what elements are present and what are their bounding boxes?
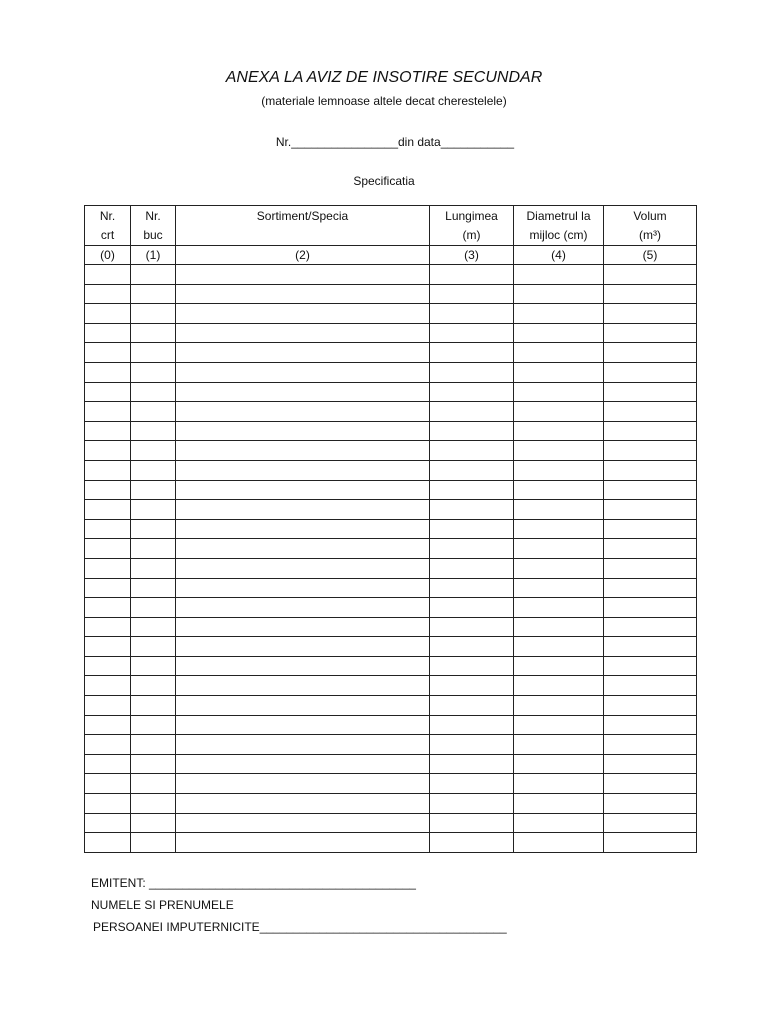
table-cell	[514, 656, 604, 676]
table-cell	[131, 304, 176, 324]
table-cell	[604, 402, 697, 422]
table-cell	[514, 754, 604, 774]
table-cell	[514, 637, 604, 657]
table-row	[85, 637, 697, 657]
table-row	[85, 735, 697, 755]
column-number: (1)	[131, 246, 176, 265]
table-cell	[131, 460, 176, 480]
table-cell	[604, 774, 697, 794]
table-row	[85, 794, 697, 814]
table-cell	[514, 382, 604, 402]
table-cell	[131, 696, 176, 716]
table-cell	[430, 558, 514, 578]
column-number: (2)	[176, 246, 430, 265]
table-cell	[131, 558, 176, 578]
table-cell	[430, 676, 514, 696]
table-cell	[176, 754, 430, 774]
table-cell	[604, 735, 697, 755]
table-cell	[176, 284, 430, 304]
table-cell	[131, 833, 176, 853]
table-cell	[514, 441, 604, 461]
table-cell	[85, 813, 131, 833]
table-row	[85, 304, 697, 324]
table-cell	[430, 539, 514, 559]
table-cell	[85, 421, 131, 441]
table-cell	[176, 362, 430, 382]
table-cell	[85, 539, 131, 559]
table-cell	[430, 578, 514, 598]
table-cell	[430, 754, 514, 774]
table-cell	[85, 323, 131, 343]
table-cell	[514, 402, 604, 422]
table-cell	[85, 265, 131, 285]
table-cell	[430, 774, 514, 794]
table-cell	[131, 284, 176, 304]
table-cell	[514, 617, 604, 637]
table-cell	[176, 304, 430, 324]
table-cell	[604, 794, 697, 814]
table-cell	[176, 617, 430, 637]
table-cell	[430, 421, 514, 441]
table-row	[85, 343, 697, 363]
table-cell	[430, 284, 514, 304]
table-cell	[131, 343, 176, 363]
table-cell	[131, 794, 176, 814]
table-cell	[131, 715, 176, 735]
table-cell	[604, 676, 697, 696]
table-cell	[176, 539, 430, 559]
table-cell	[176, 656, 430, 676]
table-cell	[176, 558, 430, 578]
table-cell	[131, 519, 176, 539]
table-row	[85, 578, 697, 598]
table-cell	[131, 617, 176, 637]
table-cell	[176, 735, 430, 755]
table-cell	[85, 598, 131, 618]
table-cell	[176, 578, 430, 598]
table-cell	[430, 656, 514, 676]
table-cell	[176, 323, 430, 343]
table-cell	[176, 598, 430, 618]
table-row	[85, 323, 697, 343]
table-cell	[430, 460, 514, 480]
table-cell	[131, 735, 176, 755]
table-cell	[131, 774, 176, 794]
table-cell	[430, 323, 514, 343]
document-title: ANEXA LA AVIZ DE INSOTIRE SECUNDAR	[225, 69, 543, 86]
table-row	[85, 441, 697, 461]
header-volum: Volum (m³)	[604, 206, 697, 246]
table-cell	[514, 539, 604, 559]
table-cell	[176, 421, 430, 441]
table-row	[85, 696, 697, 716]
table-cell	[604, 304, 697, 324]
name-label: NUMELE SI PRENUMELE	[91, 898, 234, 912]
header-lungimea: Lungimea (m)	[430, 206, 514, 246]
table-cell	[514, 696, 604, 716]
column-number-row	[85, 246, 697, 265]
table-cell	[604, 519, 697, 539]
table-cell	[604, 578, 697, 598]
table-cell	[514, 284, 604, 304]
table-cell	[176, 715, 430, 735]
table-row	[85, 500, 697, 520]
table-cell	[176, 637, 430, 657]
table-cell	[514, 715, 604, 735]
table-cell	[131, 441, 176, 461]
table-cell	[514, 833, 604, 853]
table-cell	[430, 735, 514, 755]
table-cell	[131, 265, 176, 285]
table-header-row	[85, 206, 697, 246]
table-cell	[176, 441, 430, 461]
table-cell	[604, 754, 697, 774]
table-cell	[131, 382, 176, 402]
table-cell	[176, 402, 430, 422]
specification-table	[84, 205, 697, 853]
table-cell	[514, 460, 604, 480]
table-cell	[85, 362, 131, 382]
table-cell	[430, 598, 514, 618]
table-cell	[604, 813, 697, 833]
table-cell	[85, 284, 131, 304]
table-cell	[604, 715, 697, 735]
table-cell	[604, 441, 697, 461]
table-cell	[430, 343, 514, 363]
table-row	[85, 382, 697, 402]
table-cell	[514, 265, 604, 285]
table-cell	[85, 735, 131, 755]
column-number: (3)	[430, 246, 514, 265]
table-cell	[604, 598, 697, 618]
table-cell	[604, 284, 697, 304]
table-cell	[131, 362, 176, 382]
column-number: (4)	[514, 246, 604, 265]
table-cell	[514, 421, 604, 441]
table-cell	[430, 617, 514, 637]
table-cell	[176, 460, 430, 480]
table-cell	[604, 460, 697, 480]
table-cell	[85, 519, 131, 539]
table-row	[85, 402, 697, 422]
table-row	[85, 774, 697, 794]
table-cell	[514, 813, 604, 833]
table-cell	[85, 637, 131, 657]
table-body	[85, 265, 697, 853]
table-row	[85, 480, 697, 500]
table-cell	[131, 578, 176, 598]
table-cell	[85, 500, 131, 520]
emitent-line: EMITENT: ________________________________________	[91, 876, 416, 890]
table-cell	[514, 480, 604, 500]
column-number: (5)	[604, 246, 697, 265]
table-cell	[131, 598, 176, 618]
table-row	[85, 460, 697, 480]
table-cell	[604, 421, 697, 441]
table-row	[85, 676, 697, 696]
table-cell	[604, 265, 697, 285]
table-cell	[430, 402, 514, 422]
table-cell	[85, 382, 131, 402]
table-cell	[131, 421, 176, 441]
table-cell	[430, 833, 514, 853]
table-cell	[176, 833, 430, 853]
table-row	[85, 656, 697, 676]
table-cell	[604, 382, 697, 402]
table-cell	[85, 696, 131, 716]
table-cell	[604, 500, 697, 520]
table-cell	[604, 558, 697, 578]
table-cell	[85, 676, 131, 696]
table-cell	[514, 774, 604, 794]
table-cell	[604, 696, 697, 716]
table-cell	[131, 500, 176, 520]
table-cell	[131, 323, 176, 343]
table-cell	[604, 617, 697, 637]
table-cell	[604, 656, 697, 676]
table-row	[85, 833, 697, 853]
table-cell	[85, 754, 131, 774]
table-cell	[430, 362, 514, 382]
table-cell	[514, 304, 604, 324]
table-cell	[604, 480, 697, 500]
table-cell	[430, 304, 514, 324]
table-cell	[430, 715, 514, 735]
table-cell	[514, 794, 604, 814]
table-row	[85, 539, 697, 559]
table-cell	[430, 382, 514, 402]
table-cell	[604, 539, 697, 559]
table-cell	[176, 265, 430, 285]
table-cell	[131, 656, 176, 676]
table-cell	[85, 480, 131, 500]
table-row	[85, 558, 697, 578]
table-cell	[131, 402, 176, 422]
table-row	[85, 617, 697, 637]
table-cell	[514, 598, 604, 618]
table-cell	[514, 343, 604, 363]
table-cell	[85, 304, 131, 324]
authorized-person-line: PERSOANEI IMPUTERNICITE_____________________________________	[93, 920, 507, 934]
table-cell	[514, 676, 604, 696]
table-cell	[514, 558, 604, 578]
table-cell	[176, 696, 430, 716]
table-cell	[176, 480, 430, 500]
table-cell	[430, 696, 514, 716]
table-cell	[176, 794, 430, 814]
table-cell	[604, 833, 697, 853]
table-cell	[131, 539, 176, 559]
table-cell	[85, 715, 131, 735]
table-row	[85, 598, 697, 618]
table-cell	[85, 343, 131, 363]
table-row	[85, 284, 697, 304]
header-nr-crt: Nr. crt	[85, 206, 131, 246]
table-cell	[604, 362, 697, 382]
table-cell	[85, 774, 131, 794]
table-cell	[430, 519, 514, 539]
table-cell	[514, 362, 604, 382]
table-cell	[604, 343, 697, 363]
table-cell	[430, 637, 514, 657]
table-cell	[85, 794, 131, 814]
table-cell	[430, 480, 514, 500]
number-date-line: Nr.________________din data___________	[275, 135, 515, 149]
table-cell	[131, 813, 176, 833]
table-cell	[131, 676, 176, 696]
table-row	[85, 519, 697, 539]
document-subtitle: (materiale lemnoase altele decat cherestelele)	[261, 94, 507, 108]
table-cell	[131, 637, 176, 657]
table-cell	[604, 637, 697, 657]
table-cell	[514, 323, 604, 343]
table-row	[85, 754, 697, 774]
table-cell	[131, 480, 176, 500]
table-cell	[430, 441, 514, 461]
table-cell	[85, 558, 131, 578]
table-cell	[85, 460, 131, 480]
table-cell	[85, 441, 131, 461]
table-cell	[430, 813, 514, 833]
table-cell	[85, 833, 131, 853]
table-cell	[85, 402, 131, 422]
table-row	[85, 265, 697, 285]
table-cell	[514, 578, 604, 598]
table-cell	[85, 578, 131, 598]
table-cell	[604, 323, 697, 343]
header-diametrul: Diametrul la mijloc (cm)	[514, 206, 604, 246]
table-cell	[514, 735, 604, 755]
table-cell	[176, 774, 430, 794]
table-cell	[430, 500, 514, 520]
table-row	[85, 362, 697, 382]
header-sortiment: Sortiment/Specia	[176, 206, 430, 246]
table-row	[85, 715, 697, 735]
table-cell	[131, 754, 176, 774]
table-cell	[176, 813, 430, 833]
table-cell	[176, 676, 430, 696]
table-cell	[176, 519, 430, 539]
table-cell	[176, 500, 430, 520]
table-cell	[514, 519, 604, 539]
specification-heading: Specificatia	[353, 174, 415, 188]
table-cell	[85, 617, 131, 637]
table-row	[85, 813, 697, 833]
column-number: (0)	[85, 246, 131, 265]
table-cell	[514, 500, 604, 520]
table-cell	[430, 794, 514, 814]
table-cell	[176, 343, 430, 363]
header-nr-buc: Nr. buc	[131, 206, 176, 246]
table-row	[85, 421, 697, 441]
table-cell	[85, 656, 131, 676]
table-cell	[176, 382, 430, 402]
table-cell	[430, 265, 514, 285]
